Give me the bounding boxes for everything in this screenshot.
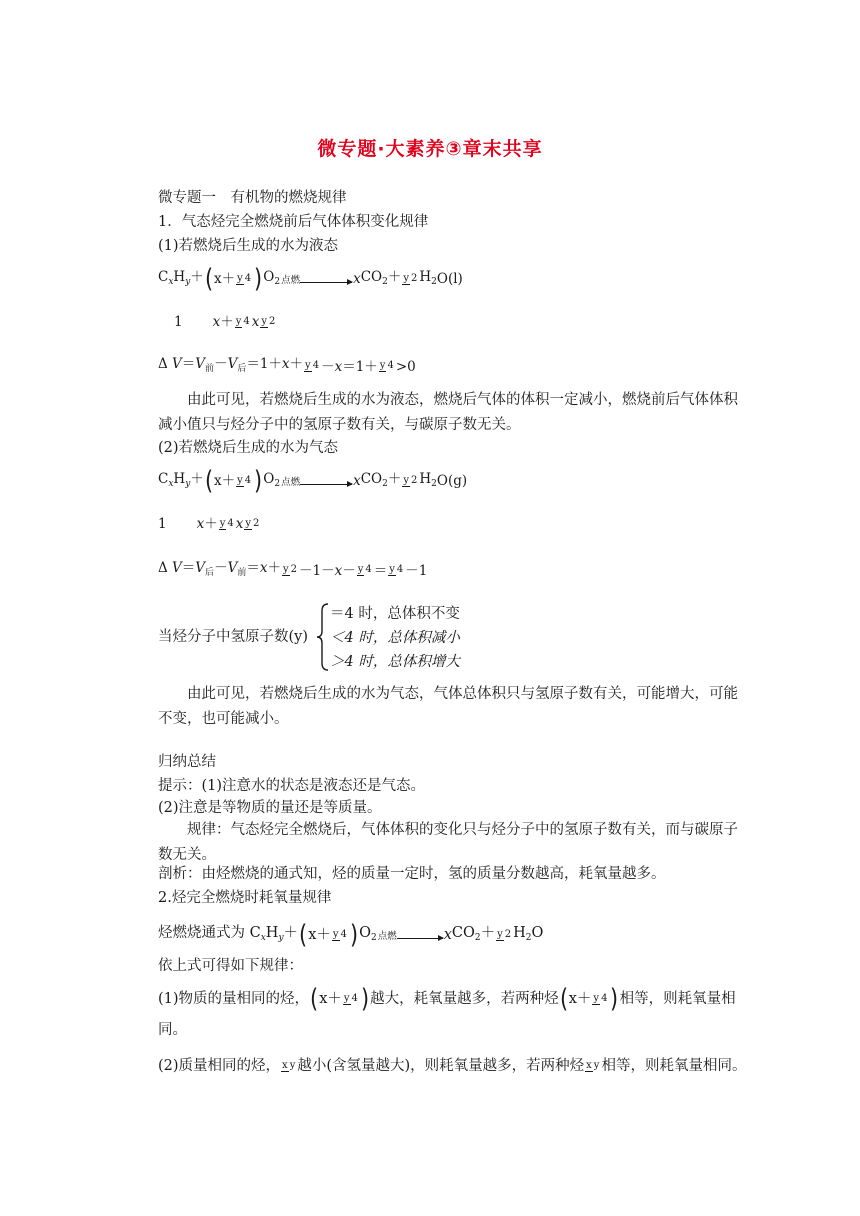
case-less-4: ＜4 时，总体积减小 [330,630,460,646]
case1-heading: (1)若燃烧后生成的水为液态 [158,238,339,254]
rule2-part-b: 越小(含氢量越大)，则耗氧量越多，若两种烃 [297,1058,585,1074]
rule1-line: (1)物质的量相同的烃， ( x＋ y 4 ) 越大，耗氧量越多，若两种烃 ( x＋ y 4 ) 相等，则耗氧量相 [158,984,736,1014]
reaction-equation-liquid: CxHy＋ ( x＋ y 4 ) O2 点燃 x CO2＋ y 2 H2 O(l) [158,264,463,294]
conclusion-liquid: 由此可见，若燃烧后生成的水为液态，燃烧后气体的体积一定减小，燃烧前后气体体积减小值只与烃分子中的氢原子数有关，与碳原子数无关。 [158,392,738,433]
rule1-part-c: 相等，则耗氧量相 [619,991,736,1007]
left-brace [316,603,330,671]
case-equal-4: ＝4 时，总体积不变 [330,606,460,622]
section1-heading: 微专题一 有机物的燃烧规律 [158,190,347,206]
reaction-equation-gas: CxHy＋ ( x＋ y 4 ) O2 点燃 x CO2＋ y 2 H2 O(g) [158,466,468,496]
coefficients-liquid: 1 x ＋ y 4 x y 2 [174,314,276,330]
rule2-line: (2)质量相同的烃， x y 越小(含氢量越大)，则耗氧量越多，若两种烃 x y 相等，则耗氧量相同。 [158,1058,747,1074]
summary-rule: 规律：气态烃完全燃烧后，气体体积的变化只与烃分子中的氢原子数有关，而与碳原子数无关。 [158,822,738,863]
hydrogen-cases [330,602,460,674]
rules-lead: 依上式可得如下规律： [158,958,303,974]
coefficients-gas: 1 x ＋ y 4 x y 2 [158,516,260,532]
general-combustion-equation: 烃燃烧通式为 CxHy＋ ( x＋ y 4 ) O2 点燃 x CO2＋ y 2 H2O [158,920,544,950]
rule2-part-c: 相等，则耗氧量相同。 [601,1058,747,1074]
rule1-part-b: 越大，耗氧量越多，若两种烃 [370,991,559,1007]
water-state-liquid: O(l) [436,271,463,287]
volume-change-gas: Δ V＝V后－V前＝x＋ y 2 －1－x－ y 4 ＝ y 4 －1 [158,560,428,579]
summary-heading: 归纳总结 [158,754,216,770]
summary-hint1: 提示：(1)注意水的状态是液态还是气态。 [158,778,426,794]
condition-label: 点燃 [281,275,301,286]
summary-hint2: (2)注意是等物质的量还是等质量。 [158,800,382,816]
water-state-gas: O(g) [436,473,468,489]
section2-heading: 2.烃完全燃烧时耗氧量规律 [158,890,332,906]
rule1-part-a: (1)物质的量相同的烃， [158,991,310,1007]
case2-heading: (2)若燃烧后生成的水为气态 [158,440,339,456]
conclusion-gas: 由此可见，若燃烧后生成的水为气态，气体总体积只与氢原子数有关，可能增大，可能不变，也可能减小。 [158,686,738,727]
page-title: 微专题·大素养③章末共享 [317,138,543,160]
rule1-line2: 同。 [158,1022,187,1038]
hydrogen-count-lead: 当烃分子中氢原子数(y) [158,629,309,645]
summary-analysis: 剖析：由烃燃烧的通式知，烃的质量一定时，氢的质量分数越高，耗氧量越多。 [158,866,666,882]
case-greater-4: ＞4 时，总体积增大 [330,654,460,670]
rule2-part-a: (2)质量相同的烃， [158,1058,281,1074]
volume-change-liquid: Δ V＝V前－V后＝1＋x＋ y 4 －x＝1＋ y 4 >0 [158,356,416,375]
section1-subheading: 1．气态烃完全燃烧前后气体体积变化规律 [158,214,429,230]
